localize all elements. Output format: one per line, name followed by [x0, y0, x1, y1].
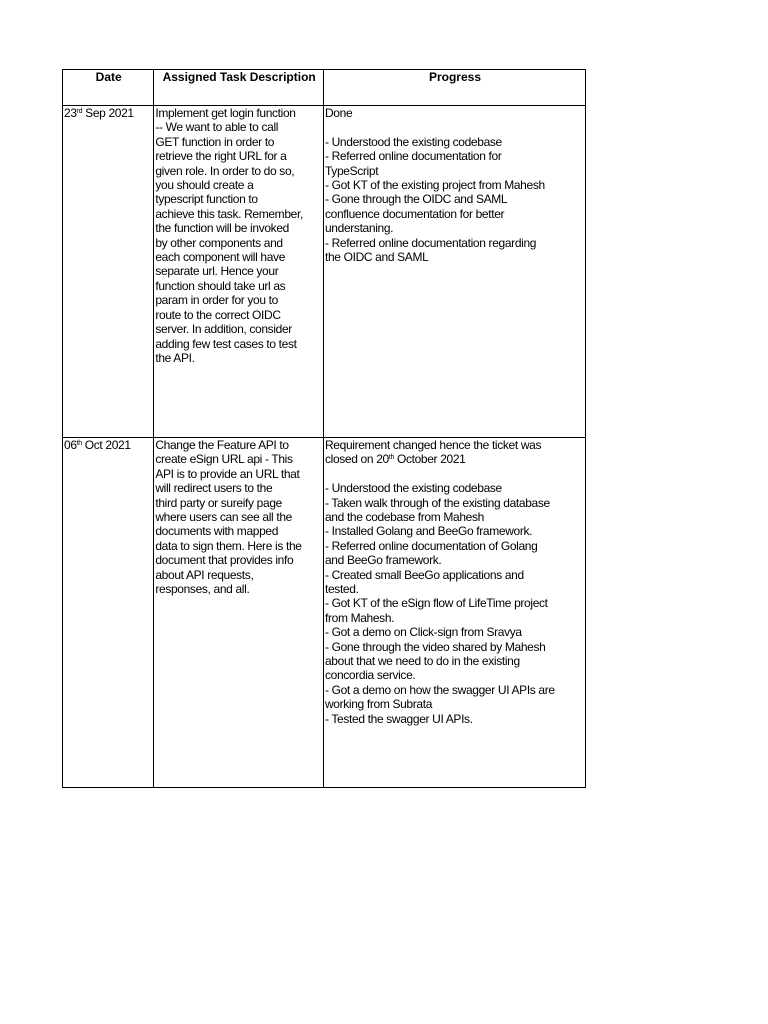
date-month-year: Oct 2021: [81, 438, 131, 452]
text-line: route to the correct OIDC: [155, 307, 281, 322]
text-line: - Tested the swagger UI APIs.: [324, 711, 473, 726]
progress-items: [325, 481, 585, 726]
progress-items: [325, 135, 585, 265]
text-line: - Got KT of the eSign flow of LifeTime project: [324, 596, 548, 611]
table-header-row: [63, 70, 586, 106]
table-row: [63, 438, 586, 788]
date-month-year: Sep 2021: [82, 106, 134, 120]
text-line: documents with mapped: [155, 524, 279, 539]
text-line: - Gone through the OIDC and SAML: [324, 192, 508, 207]
description-text: [155, 438, 323, 596]
text-line: and BeeGo framework.: [324, 553, 442, 568]
text-line: document that provides info: [155, 553, 294, 568]
text-line: confluence documentation for better: [324, 206, 505, 221]
closed-date-prefix: closed on 20: [324, 452, 389, 467]
text-line: - Installed Golang and BeeGo framework.: [324, 524, 533, 539]
progress-cell: [323, 438, 585, 788]
text-line: the API.: [155, 350, 195, 365]
text-line: adding few test cases to test: [155, 336, 297, 351]
text-line: - Referred online documentation of Golang: [324, 538, 538, 553]
text-line: the function will be invoked: [155, 221, 289, 236]
text-line: working from Subrata: [324, 697, 433, 712]
description-column-header: Assigned Task Description: [154, 70, 324, 106]
text-line: - Got a demo on how the swagger UI APIs are: [324, 682, 555, 697]
date-cell: [63, 438, 154, 788]
date-text: [64, 438, 153, 452]
description-cell: [154, 438, 324, 788]
text-line: typescript function to: [155, 192, 258, 207]
text-line: - Referred online documentation for: [324, 149, 502, 164]
description-cell: [154, 106, 324, 438]
date-column-header: Date: [63, 70, 154, 106]
progress-intro-line: Requirement changed hence the ticket was: [324, 438, 542, 452]
task-progress-table: [62, 69, 586, 788]
text-line: where users can see all the: [155, 510, 292, 525]
text-line: TypeScript: [324, 163, 379, 178]
text-line: - Taken walk through of the existing database: [324, 495, 550, 510]
text-line: by other components and: [155, 235, 283, 250]
progress-column-header: Progress: [323, 70, 585, 106]
text-line: about that we need to do in the existing: [324, 654, 520, 669]
text-line: and the codebase from Mahesh: [324, 510, 484, 525]
text-line: separate url. Hence your: [155, 264, 279, 279]
text-line: - Got KT of the existing project from Mahesh: [324, 178, 545, 193]
text-line: -- We want to able to call: [155, 120, 279, 135]
text-line: you should create a: [155, 178, 254, 193]
text-line: - Created small BeeGo applications and: [324, 567, 524, 582]
date-day: 06: [64, 438, 77, 452]
date-text: [64, 106, 153, 120]
progress-intro: [325, 106, 585, 120]
text-line: - Understood the existing codebase: [324, 134, 502, 149]
text-line: server. In addition, consider: [155, 322, 292, 337]
text-line: from Mahesh.: [324, 610, 395, 625]
text-line: retrieve the right URL for a: [155, 149, 287, 164]
table-row: [63, 106, 586, 438]
text-line: data to sign them. Here is the: [155, 538, 302, 553]
text-line: understaning.: [324, 221, 394, 236]
text-line: Implement get login function: [155, 106, 296, 120]
text-line: about API requests,: [155, 567, 254, 582]
progress-cell: [323, 106, 585, 438]
text-line: will redirect users to the: [155, 481, 273, 496]
text-line: concordia service.: [324, 668, 416, 683]
progress-intro-line: [325, 452, 585, 466]
text-line: - Got a demo on Click-sign from Sravya: [324, 625, 522, 640]
text-line: GET function in order to: [155, 134, 275, 149]
closed-date-ordinal-suffix: th: [388, 454, 394, 462]
text-line: tested.: [324, 582, 359, 597]
text-line: create eSign URL api - This: [155, 452, 293, 467]
date-ordinal-suffix: rd: [76, 108, 83, 115]
text-line: achieve this task. Remember,: [155, 206, 303, 221]
text-line: third party or sureify page: [155, 495, 282, 510]
text-line: function should take url as: [155, 278, 286, 293]
text-line: each component will have: [155, 250, 286, 265]
date-day: 23: [64, 106, 77, 120]
text-line: responses, and all.: [155, 582, 250, 597]
text-line: param in order for you to: [155, 293, 278, 308]
progress-text: [325, 438, 585, 726]
description-text: [155, 106, 323, 365]
text-line: API is to provide an URL that: [155, 466, 300, 481]
text-line: given role. In order to do so,: [155, 163, 295, 178]
text-line: - Gone through the video shared by Mahesh: [324, 639, 546, 654]
closed-date-month-year: October 2021: [393, 452, 466, 467]
text-line: - Referred online documentation regarding: [324, 235, 537, 250]
text-line: the OIDC and SAML: [324, 250, 429, 265]
date-cell: [63, 106, 154, 438]
text-line: Done: [324, 106, 353, 120]
progress-text: [325, 106, 585, 264]
text-line: Change the Feature API to: [155, 438, 289, 452]
date-ordinal-suffix: th: [76, 440, 82, 447]
text-line: - Understood the existing codebase: [324, 481, 502, 496]
